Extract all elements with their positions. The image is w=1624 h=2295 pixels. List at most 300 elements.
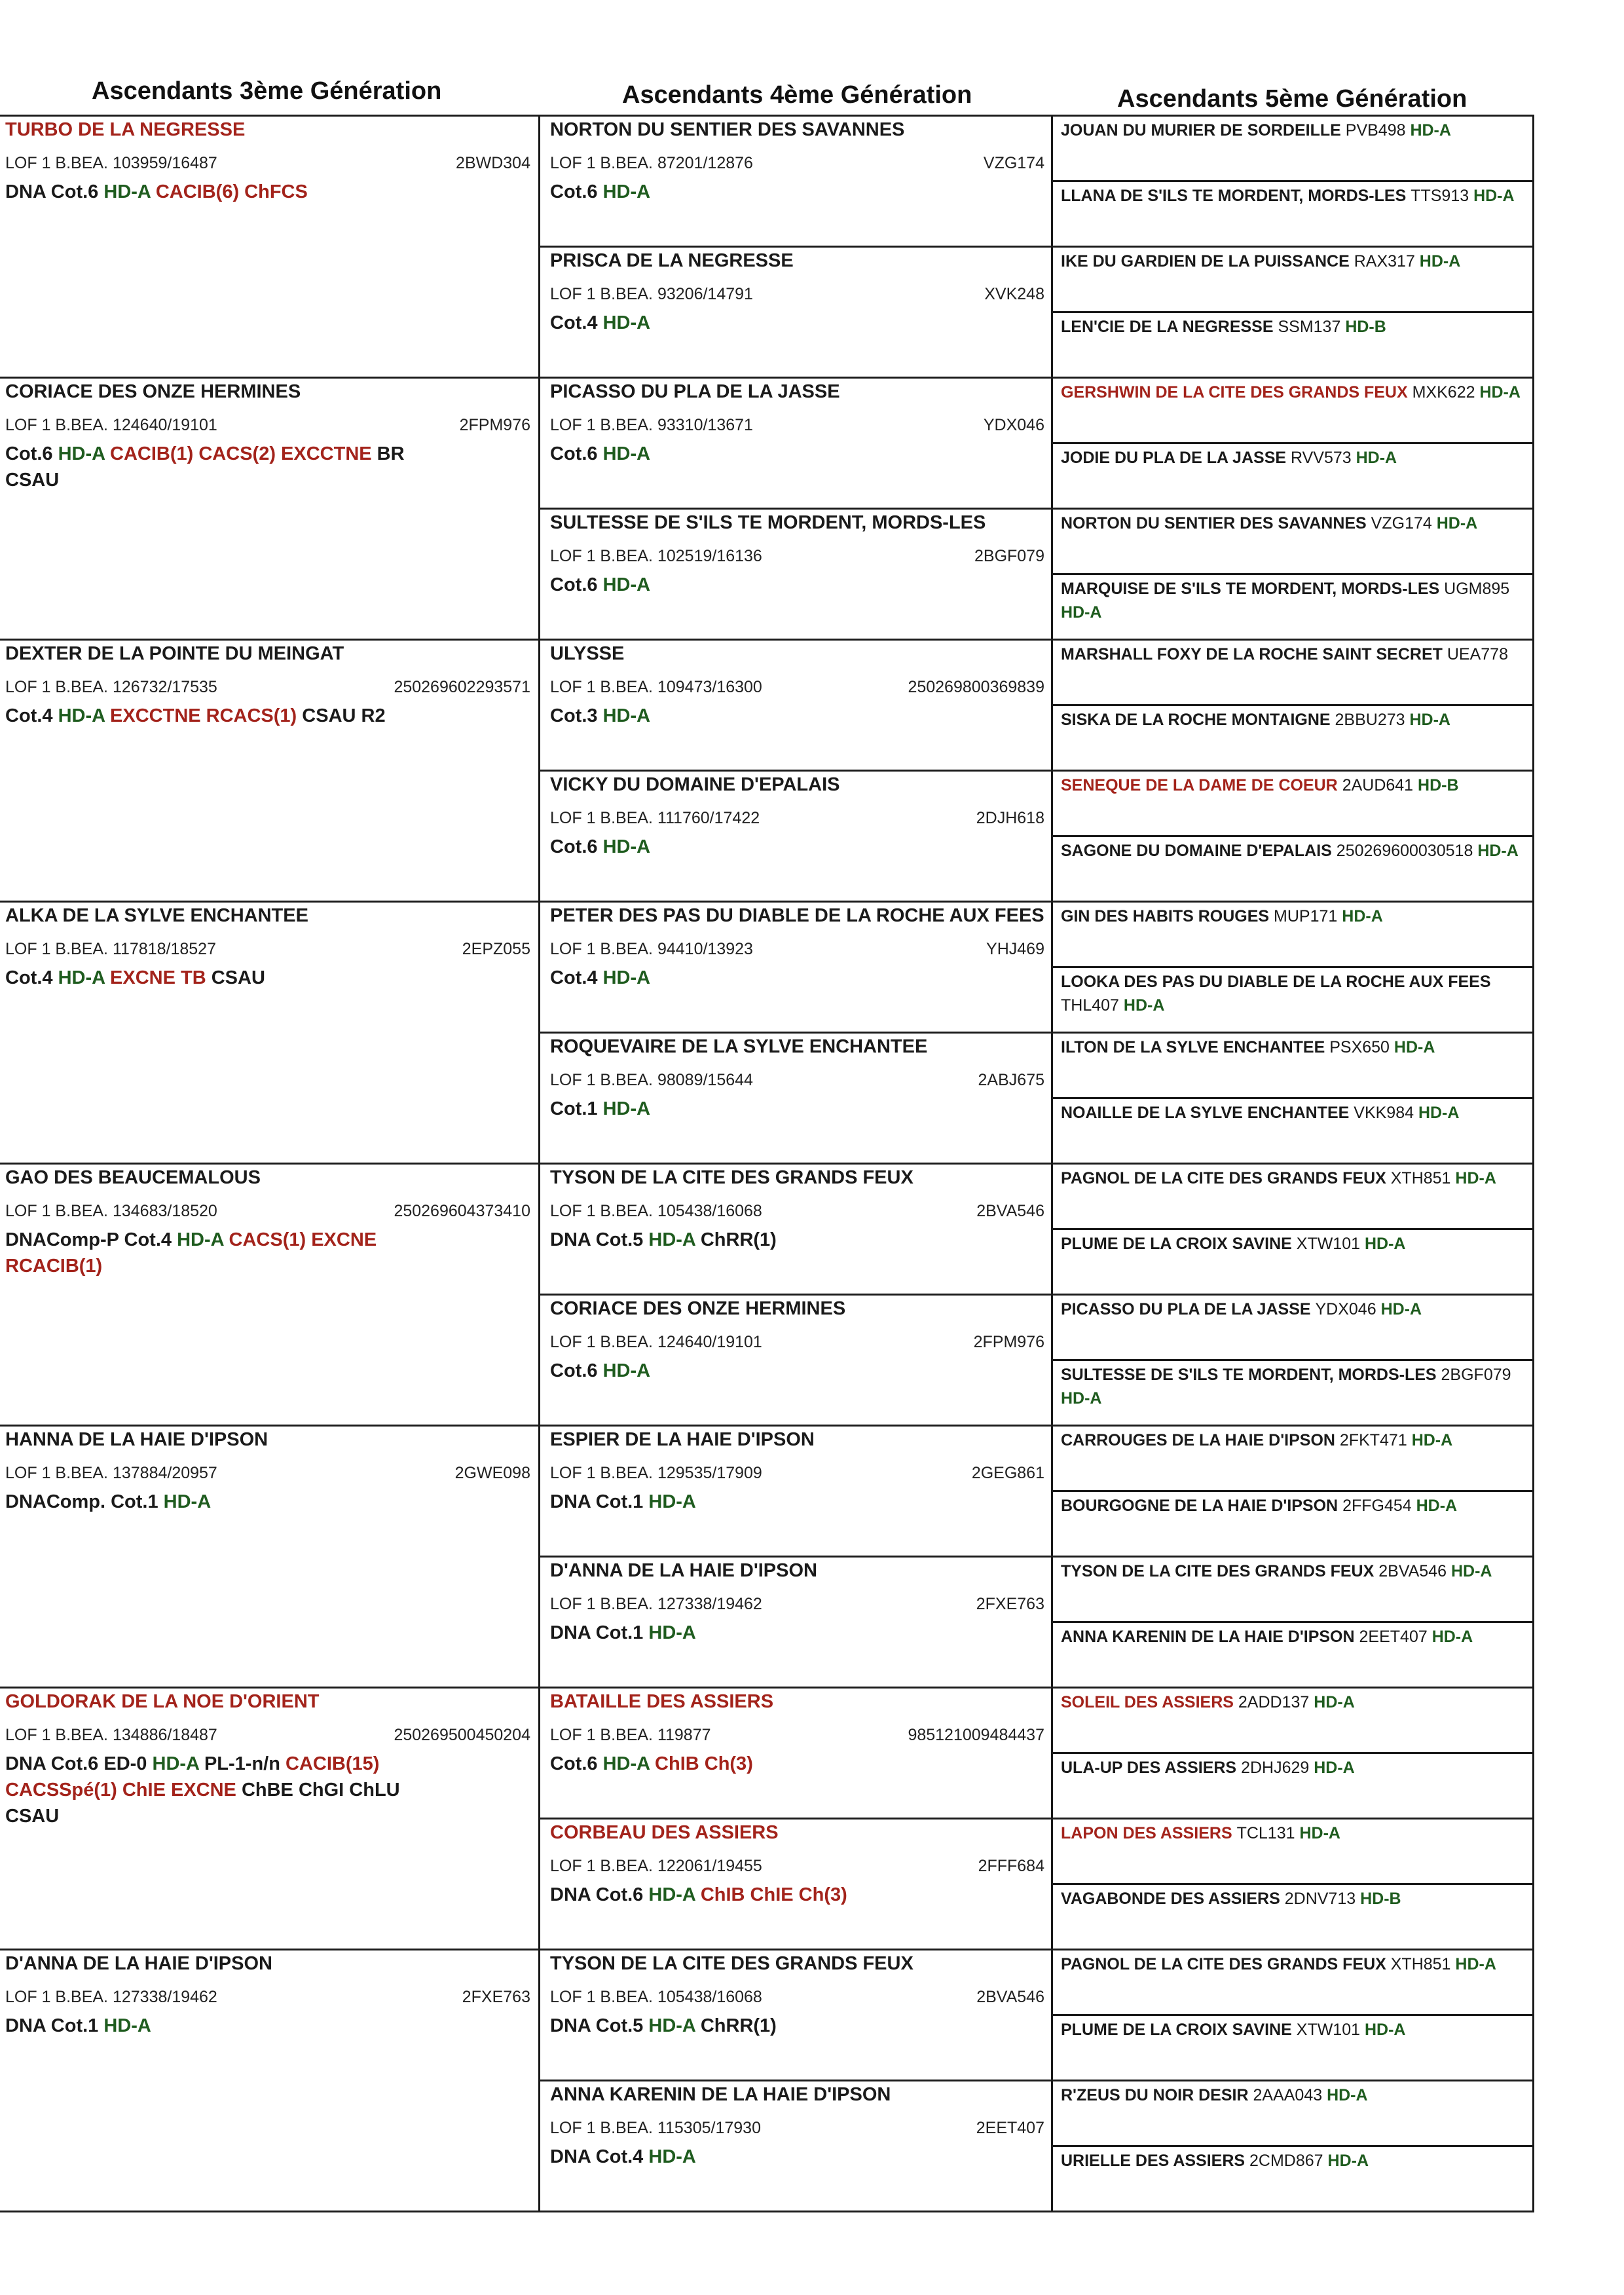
text-fragment: Cot.6 [550, 574, 603, 595]
identification-code: YDX046 [983, 416, 1044, 434]
text-fragment: DNA Cot.5 [550, 2015, 649, 2036]
text-fragment: Cot.1 [550, 1098, 603, 1119]
text-fragment: HD-A [1380, 1300, 1422, 1318]
titles-line [5, 1489, 530, 1515]
text-fragment: HD-A [602, 1098, 651, 1119]
text-fragment: Cot.6 [550, 443, 603, 464]
text-fragment: 2FFG454 [1342, 1497, 1416, 1515]
text-fragment: UEA778 [1447, 645, 1508, 663]
text-fragment: 2DNV713 [1284, 1890, 1361, 1908]
lof-number: LOF 1 B.BEA. 119877 [550, 1726, 711, 1744]
gen3-divider [0, 2211, 538, 2212]
text-fragment: HD-A [1061, 603, 1102, 622]
text-fragment: Cot.6 [5, 443, 58, 464]
text-fragment: TCL131 [1236, 1824, 1300, 1842]
column-line-4-5 [1051, 115, 1053, 2212]
text-fragment: LAPON DES ASSIERS [1061, 1824, 1237, 1842]
lof-number: LOF 1 B.BEA. 111760/17422 [550, 809, 760, 827]
gen4-dog-5 [550, 772, 1044, 860]
lof-number: LOF 1 B.BEA. 124640/19101 [550, 1333, 762, 1351]
identification-code: 2EET407 [976, 2119, 1044, 2137]
text-fragment: XTH851 [1390, 1955, 1456, 1973]
gen4-divider [538, 1818, 1051, 1819]
text-fragment: HD-B [1360, 1890, 1401, 1908]
text-fragment: UGM895 [1444, 580, 1510, 598]
gen5-dog-26 [1061, 1821, 1522, 1845]
text-fragment: RAX317 [1354, 252, 1420, 271]
gen3-divider [0, 1163, 538, 1165]
text-fragment: LOOKA DES PAS DU DIABLE DE LA ROCHE AUX FEES [1061, 973, 1491, 991]
gen4-dog-15 [550, 2082, 1044, 2170]
text-fragment: 250269600030518 [1336, 842, 1478, 860]
gen5-divider [1051, 377, 1532, 379]
dog-name: PRISCA DE LA NEGRESSE [550, 250, 794, 271]
gen4-divider [538, 246, 1051, 248]
lof-number: LOF 1 B.BEA. 115305/17930 [550, 2119, 761, 2137]
gen5-dog-24 [1061, 1690, 1522, 1714]
gen5-divider [1051, 1949, 1532, 1950]
text-fragment: HD-A [152, 1753, 204, 1774]
identification-code: 2BVA546 [976, 1988, 1044, 2006]
text-fragment: HD-A [648, 1884, 701, 1905]
text-fragment: HD-A [1450, 1562, 1492, 1580]
text-fragment: LEN'CIE DE LA NEGRESSE [1061, 318, 1278, 336]
header-gen5: Ascendants 5ème Génération [1117, 85, 1467, 113]
text-fragment: HD-A [103, 2015, 151, 2036]
text-fragment: CSAU [5, 1806, 60, 1827]
text-fragment: MARQUISE DE S'ILS TE MORDENT, MORDS-LES [1061, 580, 1445, 598]
gen5-divider [1051, 901, 1532, 903]
text-fragment: CSAU [5, 470, 60, 491]
text-fragment: Cot.6 [550, 1753, 603, 1774]
header-gen3: Ascendants 3ème Génération [92, 77, 442, 105]
identification-code: YHJ469 [986, 940, 1044, 958]
gen5-divider [1051, 966, 1532, 968]
gen4-divider [538, 2080, 1051, 2081]
identification-code: 2FXE763 [976, 1595, 1044, 1613]
lof-number: LOF 1 B.BEA. 103959/16487 [5, 154, 217, 172]
text-fragment: HD-A [58, 443, 111, 464]
text-fragment: 2EET407 [1359, 1628, 1432, 1646]
titles-line [550, 834, 1044, 860]
lof-number: LOF 1 B.BEA. 122061/19455 [550, 1857, 762, 1875]
gen4-divider [538, 639, 1051, 641]
text-fragment: Cot.6 [550, 836, 603, 857]
text-fragment: 2BGF079 [1441, 1366, 1511, 1384]
text-fragment: JOUAN DU MURIER DE SORDEILLE [1061, 121, 1346, 140]
titles-line [550, 1882, 1044, 1908]
gen5-divider [1051, 1359, 1532, 1361]
lof-number: LOF 1 B.BEA. 129535/17909 [550, 1464, 762, 1482]
gen5-divider [1051, 1294, 1532, 1296]
identification-code: 2EPZ055 [462, 940, 530, 958]
text-fragment: CACSSpé(1) ChIE EXCNE [5, 1780, 242, 1801]
text-fragment: HD-A [58, 967, 111, 988]
titles-line [550, 703, 1044, 729]
text-fragment: HD-A [1410, 121, 1451, 140]
titles-line [5, 1751, 530, 1777]
header-gen4: Ascendants 4ème Génération [622, 81, 972, 109]
lof-number: LOF 1 B.BEA. 127338/19462 [550, 1595, 762, 1613]
titles-line [550, 179, 1044, 205]
text-fragment: MUP171 [1274, 907, 1342, 925]
gen5-dog-3 [1061, 315, 1522, 339]
text-fragment: HD-A [177, 1229, 229, 1250]
identification-code: 2BGF079 [974, 547, 1044, 565]
identification-code: 2FPM976 [459, 416, 530, 434]
dog-name: ANNA KARENIN DE LA HAIE D'IPSON [550, 2084, 891, 2105]
gen4-dog-4 [550, 641, 1044, 729]
titles-line [5, 1253, 530, 1279]
identification-code: 2GWE098 [454, 1464, 530, 1482]
gen5-divider [1051, 508, 1532, 510]
text-fragment: HD-A [1416, 1497, 1458, 1515]
gen3-dog-2 [5, 641, 530, 729]
gen3-dog-7 [5, 1951, 530, 2039]
gen4-dog-9 [550, 1296, 1044, 1384]
text-fragment: HD-A [648, 1622, 696, 1643]
gen5-divider [1051, 1490, 1532, 1492]
text-fragment: CARROUGES DE LA HAIE D'IPSON [1061, 1431, 1340, 1449]
titles-line [5, 441, 530, 467]
titles-line [5, 467, 530, 493]
titles-line [550, 965, 1044, 991]
gen5-divider [1051, 1883, 1532, 1885]
text-fragment: NORTON DU SENTIER DES SAVANNES [1061, 514, 1371, 532]
identification-code: VZG174 [983, 154, 1044, 172]
text-fragment: HD-A [602, 443, 651, 464]
text-fragment: HD-A [1455, 1169, 1496, 1187]
text-fragment: IKE DU GARDIEN DE LA PUISSANCE [1061, 252, 1354, 271]
gen4-divider [538, 377, 1051, 379]
text-fragment: THL407 [1061, 996, 1124, 1015]
text-fragment: HD-A [648, 1491, 696, 1512]
gen4-divider [538, 1949, 1051, 1950]
text-fragment: HD-A [648, 1229, 701, 1250]
gen4-divider [538, 1687, 1051, 1689]
gen5-divider [1051, 835, 1532, 837]
text-fragment: CSAU R2 [302, 705, 386, 726]
text-fragment: ILTON DE LA SYLVE ENCHANTEE [1061, 1038, 1330, 1056]
identification-code: 250269800369839 [908, 678, 1044, 696]
text-fragment: DNA Cot.1 [5, 2015, 104, 2036]
lof-number: LOF 1 B.BEA. 94410/13923 [550, 940, 753, 958]
titles-line [550, 572, 1044, 598]
text-fragment: SULTESSE DE S'ILS TE MORDENT, MORDS-LES [1061, 1366, 1441, 1384]
text-fragment: HD-A [1479, 383, 1521, 401]
dog-name: TYSON DE LA CITE DES GRANDS FEUX [550, 1167, 913, 1188]
gen4-dog-6 [550, 903, 1044, 991]
identification-code: 250269604373410 [394, 1202, 530, 1220]
gen5-dog-20 [1061, 1428, 1522, 1452]
dog-name: ESPIER DE LA HAIE D'IPSON [550, 1429, 815, 1450]
text-fragment: 2ADD137 [1238, 1693, 1314, 1711]
titles-line [550, 1227, 1044, 1253]
text-fragment: HD-A [1431, 1628, 1473, 1646]
text-fragment: 2FKT471 [1339, 1431, 1412, 1449]
gen4-dog-1 [550, 248, 1044, 336]
titles-line [5, 1803, 530, 1829]
text-fragment: DNA Cot.6 [5, 181, 104, 202]
gen5-dog-17 [1061, 1232, 1522, 1256]
text-fragment: DNAComp. Cot.1 [5, 1491, 164, 1512]
text-fragment: SOLEIL DES ASSIERS [1061, 1693, 1238, 1711]
dog-name: TYSON DE LA CITE DES GRANDS FEUX [550, 1953, 913, 1974]
text-fragment: HD-A [1477, 842, 1519, 860]
titles-line [550, 2144, 1044, 2170]
dog-name: D'ANNA DE LA HAIE D'IPSON [5, 1953, 272, 1974]
text-fragment: HD-A [1473, 187, 1515, 205]
text-fragment: LLANA DE S'ILS TE MORDENT, MORDS-LES [1061, 187, 1411, 205]
text-fragment: Cot.4 [550, 967, 603, 988]
identification-code: 2FPM976 [973, 1333, 1044, 1351]
text-fragment: PLUME DE LA CROIX SAVINE [1061, 1235, 1297, 1253]
text-fragment: HD-A [1364, 2021, 1406, 2039]
lof-number: LOF 1 B.BEA. 134886/18487 [5, 1726, 217, 1744]
gen5-divider [1051, 180, 1532, 182]
dog-name: NORTON DU SENTIER DES SAVANNES [550, 119, 905, 140]
titles-line [5, 2013, 530, 2039]
gen5-divider [1051, 115, 1532, 117]
text-fragment: PAGNOL DE LA CITE DES GRANDS FEUX [1061, 1169, 1391, 1187]
lof-number: LOF 1 B.BEA. 105438/16068 [550, 1988, 762, 2006]
titles-line [5, 965, 530, 991]
dog-name: CORBEAU DES ASSIERS [550, 1822, 779, 1843]
text-fragment: TYSON DE LA CITE DES GRANDS FEUX [1061, 1562, 1379, 1580]
text-fragment: HD-A [1123, 996, 1165, 1015]
text-fragment: ChRR(1) [700, 2015, 777, 2036]
gen5-dog-9 [1061, 708, 1522, 732]
text-fragment: ANNA KARENIN DE LA HAIE D'IPSON [1061, 1628, 1359, 1646]
identification-code: 2BWD304 [456, 154, 530, 172]
lof-number: LOF 1 B.BEA. 93206/14791 [550, 285, 753, 303]
text-fragment: SSM137 [1278, 318, 1346, 336]
titles-line [5, 179, 530, 205]
dog-name: BATAILLE DES ASSIERS [550, 1691, 774, 1712]
titles-line [550, 1358, 1044, 1384]
text-fragment: DNA Cot.5 [550, 1229, 649, 1250]
gen3-divider [0, 377, 538, 379]
gen3-dog-6 [5, 1689, 530, 1829]
text-fragment: BR [377, 443, 405, 464]
text-fragment: ChRR(1) [700, 1229, 777, 1250]
text-fragment: NOAILLE DE LA SYLVE ENCHANTEE [1061, 1104, 1354, 1122]
gen5-divider [1051, 639, 1532, 641]
text-fragment: HD-A [1061, 1389, 1102, 1408]
lof-number: LOF 1 B.BEA. 105438/16068 [550, 1202, 762, 1220]
text-fragment: XTH851 [1390, 1169, 1456, 1187]
gen5-divider [1051, 2014, 1532, 2016]
lof-number: LOF 1 B.BEA. 117818/18527 [5, 940, 216, 958]
column-line-right [1532, 115, 1534, 2212]
gen4-divider [538, 508, 1051, 510]
text-fragment: PLUME DE LA CROIX SAVINE [1061, 2021, 1297, 2039]
text-fragment: MARSHALL FOXY DE LA ROCHE SAINT SECRET [1061, 645, 1447, 663]
gen5-dog-1 [1061, 184, 1522, 208]
text-fragment: PICASSO DU PLA DE LA JASSE [1061, 1300, 1316, 1318]
gen5-divider [1051, 573, 1532, 575]
text-fragment: 2BVA546 [1378, 1562, 1451, 1580]
text-fragment: VKK984 [1354, 1104, 1418, 1122]
identification-code: 2ABJ675 [978, 1071, 1044, 1089]
gen5-dog-2 [1061, 250, 1522, 273]
text-fragment: 2DHJ629 [1241, 1759, 1314, 1777]
gen5-dog-18 [1061, 1297, 1522, 1321]
gen5-divider [1051, 1556, 1532, 1558]
gen5-dog-25 [1061, 1756, 1522, 1780]
text-fragment: HD-A [602, 312, 651, 333]
titles-line [5, 703, 530, 729]
text-fragment: RCACIB(1) [5, 1256, 103, 1277]
text-fragment: HD-A [1327, 2086, 1368, 2104]
gen5-dog-22 [1061, 1559, 1522, 1583]
text-fragment: HD-A [602, 181, 651, 202]
identification-code: 250269602293571 [394, 678, 530, 696]
text-fragment: HD-A [1342, 907, 1383, 925]
lof-number: LOF 1 B.BEA. 102519/16136 [550, 547, 762, 565]
text-fragment: Cot.6 [550, 1360, 603, 1381]
text-fragment: GERSHWIN DE LA CITE DES GRANDS FEUX [1061, 383, 1412, 401]
text-fragment: CACIB(6) ChFCS [155, 181, 308, 202]
text-fragment: SENEQUE DE LA DAME DE COEUR [1061, 776, 1342, 794]
dog-name: GAO DES BEAUCEMALOUS [5, 1167, 261, 1188]
text-fragment: URIELLE DES ASSIERS [1061, 2152, 1250, 2170]
text-fragment: HD-A [1327, 2152, 1369, 2170]
text-fragment: SAGONE DU DOMAINE D'EPALAIS [1061, 842, 1337, 860]
gen4-dog-7 [550, 1034, 1044, 1122]
dog-name: VICKY DU DOMAINE D'EPALAIS [550, 774, 840, 795]
gen5-dog-12 [1061, 905, 1522, 928]
text-fragment: CACIB(15) [286, 1753, 380, 1774]
gen4-dog-13 [550, 1820, 1044, 1908]
gen5-dog-30 [1061, 2083, 1522, 2107]
text-fragment: HD-A [648, 2015, 701, 2036]
gen4-divider [538, 1294, 1051, 1296]
gen4-divider [538, 2211, 1051, 2212]
identification-code: 2BVA546 [976, 1202, 1044, 1220]
gen5-dog-16 [1061, 1166, 1522, 1190]
gen3-divider [0, 639, 538, 641]
identification-code: 2DJH618 [976, 809, 1044, 827]
gen4-dog-11 [550, 1558, 1044, 1646]
titles-line [550, 1751, 1044, 1777]
gen5-dog-19 [1061, 1363, 1522, 1410]
gen5-divider [1051, 2145, 1532, 2147]
text-fragment: ChIB ChIE Ch(3) [700, 1884, 847, 1905]
text-fragment: PSX650 [1329, 1038, 1394, 1056]
gen4-divider [538, 901, 1051, 903]
dog-name: TURBO DE LA NEGRESSE [5, 119, 246, 140]
lof-number: LOF 1 B.BEA. 87201/12876 [550, 154, 753, 172]
text-fragment: HD-A [602, 705, 651, 726]
dog-name: CORIACE DES ONZE HERMINES [5, 381, 301, 402]
text-fragment: HD-A [1409, 711, 1450, 729]
gen5-divider [1051, 1752, 1532, 1754]
gen5-divider [1051, 1032, 1532, 1034]
text-fragment: CACS(1) EXCNE [229, 1229, 377, 1250]
gen5-divider [1051, 2080, 1532, 2081]
gen5-dog-21 [1061, 1494, 1522, 1518]
gen5-dog-8 [1061, 643, 1522, 666]
gen5-divider [1051, 704, 1532, 706]
text-fragment: TTS913 [1411, 187, 1474, 205]
text-fragment: Cot.6 [550, 181, 603, 202]
text-fragment: HD-A [1436, 514, 1478, 532]
gen3-dog-4 [5, 1165, 530, 1279]
dog-name: ULYSSE [550, 643, 625, 664]
gen5-divider [1051, 1425, 1532, 1427]
lof-number: LOF 1 B.BEA. 137884/20957 [5, 1464, 217, 1482]
dog-name: D'ANNA DE LA HAIE D'IPSON [550, 1560, 817, 1581]
text-fragment: VZG174 [1371, 514, 1437, 532]
dog-name: CORIACE DES ONZE HERMINES [550, 1298, 846, 1319]
text-fragment: DNA Cot.6 [550, 1884, 649, 1905]
text-fragment: HD-A [1314, 1693, 1355, 1711]
text-fragment: HD-A [1419, 252, 1461, 271]
gen5-divider [1051, 2211, 1532, 2212]
text-fragment: HD-A [1411, 1431, 1453, 1449]
gen5-divider [1051, 1228, 1532, 1230]
text-fragment: CSAU [211, 967, 265, 988]
text-fragment: HD-A [103, 181, 156, 202]
text-fragment: Cot.4 [5, 705, 58, 726]
text-fragment: 2AAA043 [1253, 2086, 1327, 2104]
gen4-dog-14 [550, 1951, 1044, 2039]
gen4-divider [538, 1425, 1051, 1427]
titles-line [5, 1777, 530, 1803]
titles-line [550, 1096, 1044, 1122]
gen5-divider [1051, 311, 1532, 313]
text-fragment: HD-A [1393, 1038, 1435, 1056]
text-fragment: HD-B [1345, 318, 1386, 336]
text-fragment: ChIB Ch(3) [655, 1753, 753, 1774]
gen5-dog-27 [1061, 1887, 1522, 1911]
text-fragment: ChBE ChGI ChLU [241, 1780, 400, 1801]
text-fragment: PAGNOL DE LA CITE DES GRANDS FEUX [1061, 1955, 1391, 1973]
text-fragment: DNAComp-P Cot.4 [5, 1229, 177, 1250]
gen3-divider [0, 1425, 538, 1427]
titles-line [550, 2013, 1044, 2039]
gen3-divider [0, 1687, 538, 1689]
gen3-divider [0, 1949, 538, 1950]
gen3-dog-0 [5, 117, 530, 205]
gen3-divider [0, 901, 538, 903]
dog-name: SULTESSE DE S'ILS TE MORDENT, MORDS-LES [550, 512, 986, 533]
text-fragment: MXK622 [1412, 383, 1480, 401]
text-fragment: HD-A [1299, 1824, 1340, 1842]
gen5-divider [1051, 246, 1532, 248]
gen5-divider [1051, 1687, 1532, 1689]
text-fragment: 2AUD641 [1342, 776, 1418, 794]
text-fragment: 2BBU273 [1335, 711, 1410, 729]
lof-number: LOF 1 B.BEA. 134683/18520 [5, 1202, 217, 1220]
text-fragment: HD-A [648, 2146, 696, 2167]
text-fragment: HD-A [602, 836, 651, 857]
text-fragment: R'ZEUS DU NOIR DESIR [1061, 2086, 1253, 2104]
gen3-divider [0, 115, 538, 117]
text-fragment: BOURGOGNE DE LA HAIE D'IPSON [1061, 1497, 1343, 1515]
text-fragment: GIN DES HABITS ROUGES [1061, 907, 1274, 925]
identification-code: XVK248 [984, 285, 1044, 303]
text-fragment: HD-A [58, 705, 111, 726]
gen5-divider [1051, 442, 1532, 444]
gen5-dog-31 [1061, 2149, 1522, 2173]
gen5-divider [1051, 1621, 1532, 1623]
text-fragment: HD-A [602, 574, 651, 595]
gen5-dog-14 [1061, 1036, 1522, 1059]
dog-name: ALKA DE LA SYLVE ENCHANTEE [5, 905, 308, 926]
identification-code: 985121009484437 [908, 1726, 1044, 1744]
